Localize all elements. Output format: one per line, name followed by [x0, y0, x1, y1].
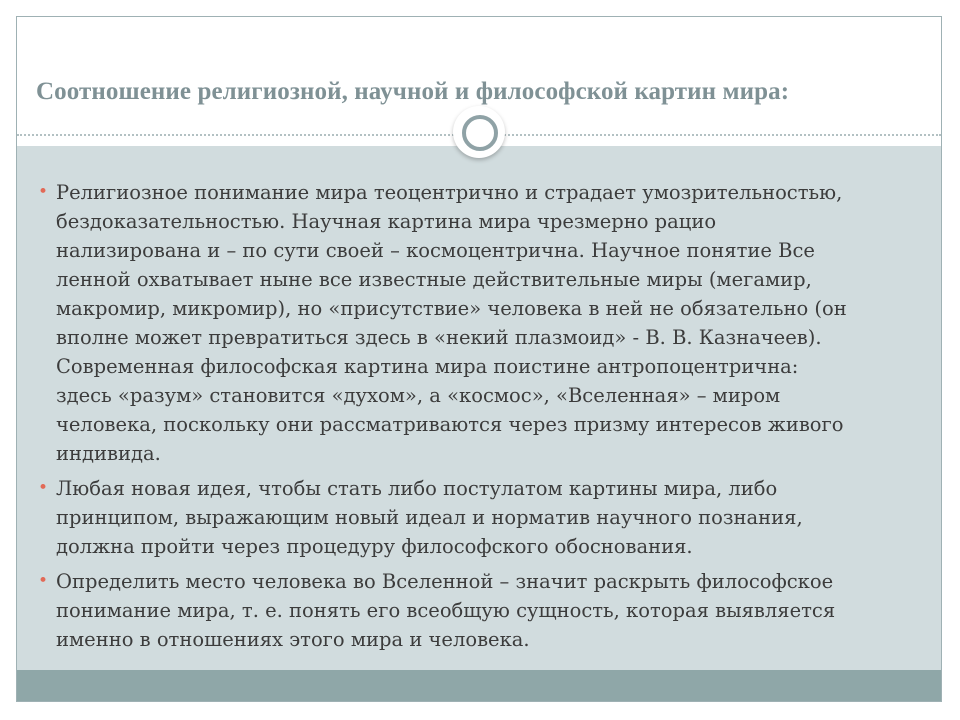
bullet-line: Любая новая идея, чтобы стать либо постулатом картины мира, либо [56, 477, 778, 500]
bullet-line: должна пройти через процедуру философского обоснования. [56, 535, 693, 558]
bullet-line: нализирована и – по сути своей – космоцентрична. Научное понятие Все [56, 239, 815, 262]
bullet-line: бездоказательностью. Научная картина мира чрезмерно рацио [56, 210, 717, 233]
bullet-item-new-idea [36, 474, 904, 561]
bullet-line: человека, поскольку они рассматриваются через призму интересов живого [56, 413, 844, 436]
bullet-dot-icon: • [38, 478, 49, 498]
bullet-item-religious-scientific-philosophical [36, 178, 904, 468]
bullet-list [36, 178, 904, 660]
bullet-line: макромир, микромир), но «присутствие» человека в ней не обязательно (он [56, 297, 847, 320]
bullet-line: вполне может превратиться здесь в «некий плазмоид» - В. В. Казначеев). [56, 326, 822, 349]
bullet-line: Определить место человека во Вселенной – значит раскрыть философское [56, 570, 834, 593]
footer-bar [17, 670, 941, 701]
bullet-line: здесь «разум» становится «духом», а «космос», «Вселенная» – миром [56, 384, 781, 407]
bullet-line: понимание мира, т. е. понять его всеобщую сущность, которая выявляется [56, 599, 836, 622]
bullet-line: Современная философская картина мира поистине антропоцентрична: [56, 355, 799, 378]
bullet-item-human-place [36, 567, 904, 654]
bullet-line: именно в отношениях этого мира и человека. [56, 628, 530, 651]
ring-inner [462, 115, 498, 151]
bullet-line: Религиозное понимание мира теоцентрично и страдает умозрительностью, [56, 181, 843, 204]
bullet-line: индивида. [56, 442, 161, 465]
bullet-dot-icon: • [38, 571, 49, 591]
bullet-line: ленной охватывает ныне все известные действительные миры (мегамир, [56, 268, 812, 291]
slide-title: Соотношение религиозной, научной и философской картин мира: [36, 78, 790, 105]
bullet-line: принципом, выражающим новый идеал и норматив научного познания, [56, 506, 803, 529]
bullet-dot-icon: • [38, 182, 49, 202]
ring-ornament-icon [453, 106, 505, 158]
